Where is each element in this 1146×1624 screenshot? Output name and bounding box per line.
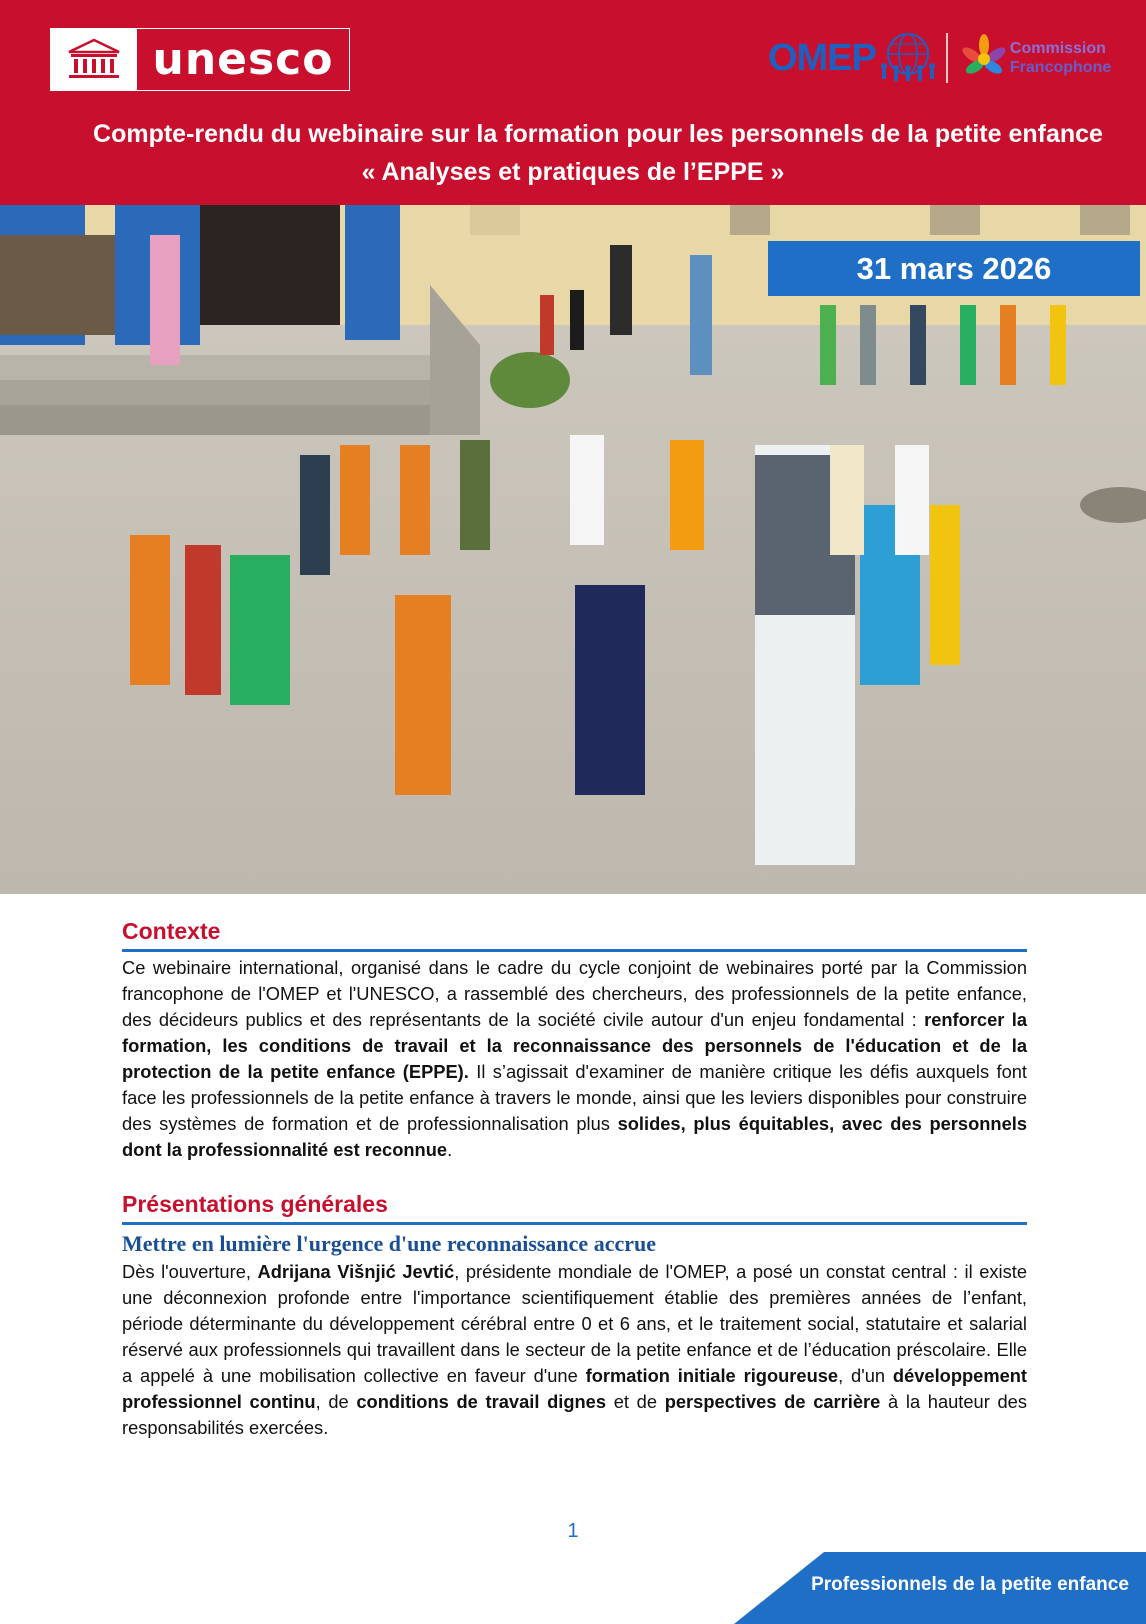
- contexte-bold-1: renforcer la formation, les conditions de travail et la reconnaissance des personnels de l'éducation et de la protection de la petite enfance (EPPE).: [122, 1009, 1027, 1082]
- presentations-paragraph: [122, 1259, 1027, 1441]
- contexte-text-1: Ce webinaire international, organisé dans le cadre du cycle conjoint de webinaires porté par la Commission francophone de l'OMEP et l'UNESCO, a rassemblé des chercheurs, des professionnels de la petite enfance, des décideurs publics et des représentants de la société civile autour d'un enjeu fondamental :: [122, 957, 1027, 1030]
- logo-divider: [946, 33, 948, 83]
- report-title-line2: « Analyses et pratiques de l’EPPE »: [361, 158, 785, 186]
- footer-label: Professionnels de la petite enfance: [811, 1574, 1129, 1595]
- contexte-bold-2: solides, plus équitables, avec des personnels dont la professionnalité est reconnue: [122, 1113, 1027, 1160]
- omep-globe-children-icon: [876, 32, 938, 84]
- unesco-wordmark: unesco: [152, 34, 334, 85]
- contexte-paragraph: [122, 955, 1027, 1163]
- section-contexte: [122, 918, 1027, 1163]
- pres-bold-1: Adrijana Višnjić Jevtić: [257, 1261, 455, 1282]
- presentations-rule: [122, 1222, 1027, 1225]
- pres-text-3: , d'un: [838, 1365, 893, 1386]
- contexte-text-3: .: [447, 1139, 453, 1160]
- unesco-temple-icon: [51, 29, 137, 90]
- cover-photo-children-circle: [0, 205, 1146, 894]
- presentations-subheading: Mettre en lumière l'urgence d'une reconnaissance accrue: [122, 1231, 656, 1256]
- pres-text-2: , présidente mondiale de l'OMEP, a posé un constat central : il existe une déconnexion profonde entre l'importance scientifiquement établie des premières années de l’enfant, période déterminante du développement cérébral entre 0 et 6 ans, et le traitement social, statutaire et salarial réservé aux professionnels qui travaillent dans le secteur de la petite enfance et de l’éducation préscolaire. Elle a appelé à une mobilisation collective en faveur d'une: [122, 1261, 1028, 1386]
- contexte-text-2: Il s’agissait d'examiner de manière critique les défis auxquels font face les professionnels de la petite enfance à travers le monde, ainsi que les leviers disponibles pour construire des systèmes de formation et de professionnalisation plus: [122, 1061, 1027, 1134]
- pres-text-6: à la hauteur des responsabilités exercées.: [122, 1391, 1027, 1438]
- section-presentations: [122, 1191, 1027, 1441]
- pres-bold-2: formation initiale rigoureuse: [585, 1365, 839, 1386]
- pres-bold-4: conditions de travail dignes: [356, 1391, 607, 1412]
- omep-wordmark: OMEP: [768, 36, 876, 79]
- webinar-date-badge: 31 mars 2026: [768, 241, 1140, 296]
- commission-francophone-label: [1010, 39, 1111, 77]
- contexte-heading: Contexte: [122, 918, 221, 944]
- pres-text-5: et de: [606, 1391, 665, 1412]
- presentations-heading: Présentations générales: [122, 1191, 388, 1217]
- commission-flower-icon: [958, 33, 1010, 83]
- page-number: 1: [567, 1520, 579, 1542]
- pres-text-1: Dès l'ouverture,: [122, 1261, 258, 1282]
- pres-bold-3: développement professionnel continu: [122, 1365, 1027, 1412]
- contexte-rule: [122, 949, 1027, 952]
- pres-text-4: , de: [315, 1391, 357, 1412]
- report-title-line1: Compte-rendu du webinaire sur la formation pour les personnels de la petite enfance: [93, 120, 1103, 148]
- header-banner: [0, 0, 1146, 205]
- omep-logo: [768, 32, 1111, 84]
- pres-bold-5: perspectives de carrière: [664, 1391, 881, 1412]
- commission-line2: Francophone: [1009, 59, 1112, 76]
- unesco-logo: [50, 28, 350, 91]
- commission-line1: Commission: [1009, 40, 1106, 57]
